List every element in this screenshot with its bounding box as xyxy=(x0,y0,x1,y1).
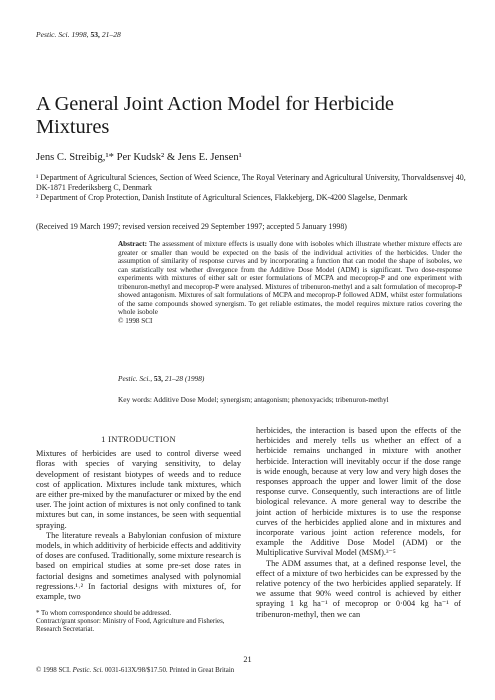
author-list: Jens C. Streibig,¹* Per Kudsk² & Jens E. Jensen¹ xyxy=(36,152,242,163)
page-number: 21 xyxy=(243,655,252,664)
footer-code: 0031-613X/98/$17.50. xyxy=(104,667,168,674)
abstract-copyright: © 1998 SCI xyxy=(118,316,153,325)
affiliations xyxy=(36,173,476,204)
footnotes xyxy=(36,610,241,635)
footnote-correspondence: * To whom correspondence should be addressed. xyxy=(36,610,172,617)
abstract-text: The assessment of mixture effects is usually done with isoboles which illustrate whether mixture effects are greater or smaller than would be expected on the basis of the individual activities of the herbicides. Under the assumption of similarity of response curves and by incorporating a function that can model the shape of isoboles, we can statistically test whether divergence from the Additive Dose Model (ADM) is significant. Two dose-response experiments with mixtures of either salt or ester formulations of MCPA and mecoprop-P and one experiment with tribenuron-methyl and mecoprop-P were analysed. Mixtures of tribenuron-methyl and a salt formulation of mecoprop-P showed antagonism. Mixtures of salt formulations of MCPA and mecoprop-P followed ADM, whilst ester formulations of the same compounds showed synergism. To get reliable estimates, the model requires mixture ratios covering the whole isobole xyxy=(118,240,462,316)
journal-volume: 53, xyxy=(90,30,100,39)
keywords: Key words: Additive Dose Model; synergism; antagonism; phenoxyacids; tribenuron-methyl xyxy=(118,395,389,404)
footer-printed: Printed in Great Britain xyxy=(169,667,235,674)
journal-pages: 21–28 xyxy=(101,30,121,39)
citation-volume: 53, xyxy=(153,374,163,383)
right-column xyxy=(256,426,461,620)
paragraph: herbicides, the interaction is based upon the effects of the herbicides and merely tells us whether an effect of a herbicide remains unchanged in mixture with another herbicide. Interaction will inevitably occur if the dose range is wide enough, because at very low and very high doses the responses approach the upper and lower limit of the dose response curve. Consequently, such interactions are of little biological relevance. A more general way to describe the joint action of herbicide mixtures is to use the response curves of the herbicides applied alone and in mixtures and incorporate various joint action reference models, for example the Additive Dose Model (ADM) or the Multiplicative Survival Model (MSM).³⁻⁵ xyxy=(256,426,461,558)
footnote-sponsor: Contract/grant sponsor: Ministry of Food, Agriculture and Fisheries, Research Secretariat. xyxy=(36,618,225,634)
received-dates: (Received 19 March 1997; revised version received 29 September 1997; accepted 5 January 1998) xyxy=(36,222,347,231)
left-column xyxy=(36,434,241,602)
paper-title: A General Joint Action Model for Herbicide Mixtures xyxy=(36,93,394,138)
citation-pages: 21–28 (1998) xyxy=(164,374,205,383)
journal-reference xyxy=(36,30,121,39)
abstract xyxy=(118,240,462,325)
citation xyxy=(118,374,204,383)
abstract-label: Abstract: xyxy=(118,240,147,248)
paragraph: The literature reveals a Babylonian confusion of mixture models, in which additivity of herbicide effects and additivity of doses are confused. Traditionally, some mixture research is based on empirical studies at some pre-set dose rates in factorial designs and sometimes analysed with polynomial regressions.¹˒² In factorial designs with mixtures of, for example, two xyxy=(36,530,241,602)
paragraph: Mixtures of herbicides are used to control diverse weed floras with species of varying sensitivity, to delay development of resistant biotypes of weeds and to reduce cost of application. Mixtures include tank mixtures, which are either pre-mixed by the manufacturer or mixed by the end user. The joint action of mixtures is not only confined to tank mixtures but can, in some instances, be seen with sequential spraying. xyxy=(36,449,241,530)
journal-name: Pestic. Sci. xyxy=(36,30,70,39)
section-heading: 1 INTRODUCTION xyxy=(101,434,176,444)
affiliation-2: ² Department of Crop Protection, Danish Institute of Agricultural Sciences, Flakkebjerg, DK-4200 Slagelse, Denmark xyxy=(36,193,408,203)
paragraph: The ADM assumes that, at a defined response level, the effect of a mixture of two herbicides can be expressed by the relative potency of the two herbicides applied separately. If we assume that 90% weed control is achieved by either spraying 1 kg ha⁻¹ of mecoprop or 0·004 kg ha⁻¹ of tribenuron-methyl, then we can xyxy=(256,558,461,619)
affiliation-1: ¹ Department of Agricultural Sciences, Section of Weed Science, The Royal Veterinary and Agricultural University, Thorvaldsensvej 40, DK-1871 Frederiksberg C, Denmark xyxy=(36,173,466,192)
footer-copyright: © 1998 SCI. xyxy=(36,667,71,674)
page-footer xyxy=(36,667,234,674)
footer-journal: Pestic. Sci. xyxy=(72,667,104,674)
citation-journal: Pestic. Sci., xyxy=(118,374,153,383)
journal-year: 1998, xyxy=(71,30,89,39)
